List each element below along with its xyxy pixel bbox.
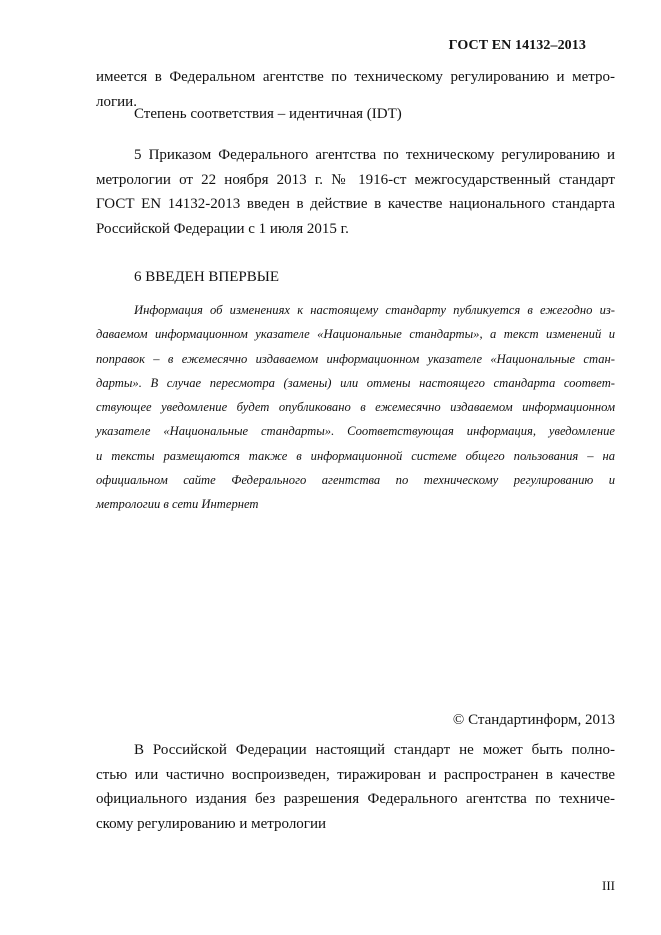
copyright-notice: © Стандартинформ, 2013 [452, 712, 615, 728]
paragraph-line: логии. [96, 93, 137, 110]
info-note [96, 298, 615, 517]
note-line: ствующее уведомление будет опубликовано в ежемесячно издаваемом информационном [96, 400, 615, 415]
paragraph-line: Российской Федерации с 1 июля 2015 г. [96, 220, 349, 237]
paragraph-line: официального издания без разрешения Федерального агентства по техниче- [96, 791, 615, 807]
section-5 [96, 143, 615, 241]
paragraph-line: 5 Приказом Федерального агентства по техническому регулированию и [134, 147, 615, 163]
paragraph-line: метрологии от 22 ноября 2013 г. № 1916-ст межгосударственный стандарт [96, 171, 615, 188]
paragraph-line: стью или частично воспроизведен, тиражирован и распространен в качестве [96, 766, 615, 783]
note-line: Информация об изменениях к настоящему стандарту публикуется в ежегодно из- [134, 303, 615, 317]
note-line: указателе «Национальные стандарты». Соответствующая информация, уведомление [96, 424, 615, 439]
paragraph-line: имеется в Федеральном агентстве по техническому регулированию и метро- [96, 69, 615, 85]
note-line: дарты». В случае пересмотра (замены) или отмены настоящего стандарта соответ- [96, 375, 615, 390]
note-line: и тексты размещаются также в информационной системе общего пользования – на [96, 448, 615, 463]
paragraph-line: скому регулированию и метрологии [96, 815, 327, 832]
page-number: III [602, 878, 615, 893]
paragraph-line: ГОСТ EN 14132-2013 введен в действие в качестве национального стандарта [96, 196, 615, 212]
note-line: поправок – в ежемесячно издаваемом информационном указателе «Национальные стан- [96, 351, 615, 366]
note-line: официальном сайте Федерального агентства по техническому регулированию и [96, 473, 615, 488]
note-line: метрологии в сети Интернет [96, 497, 259, 512]
document-code-header: ГОСТ EN 14132–2013 [448, 38, 586, 53]
conformity-degree: Степень соответствия – идентичная (IDT) [134, 106, 402, 122]
section-6-title: 6 ВВЕДЕН ВПЕРВЫЕ [134, 269, 279, 285]
rights-note [96, 738, 615, 836]
note-line: даваемом информационном указателе «Национальные стандарты», а текст изменений и [96, 327, 615, 342]
paragraph-line: В Российской Федерации настоящий стандарт не может быть полно- [134, 742, 615, 758]
